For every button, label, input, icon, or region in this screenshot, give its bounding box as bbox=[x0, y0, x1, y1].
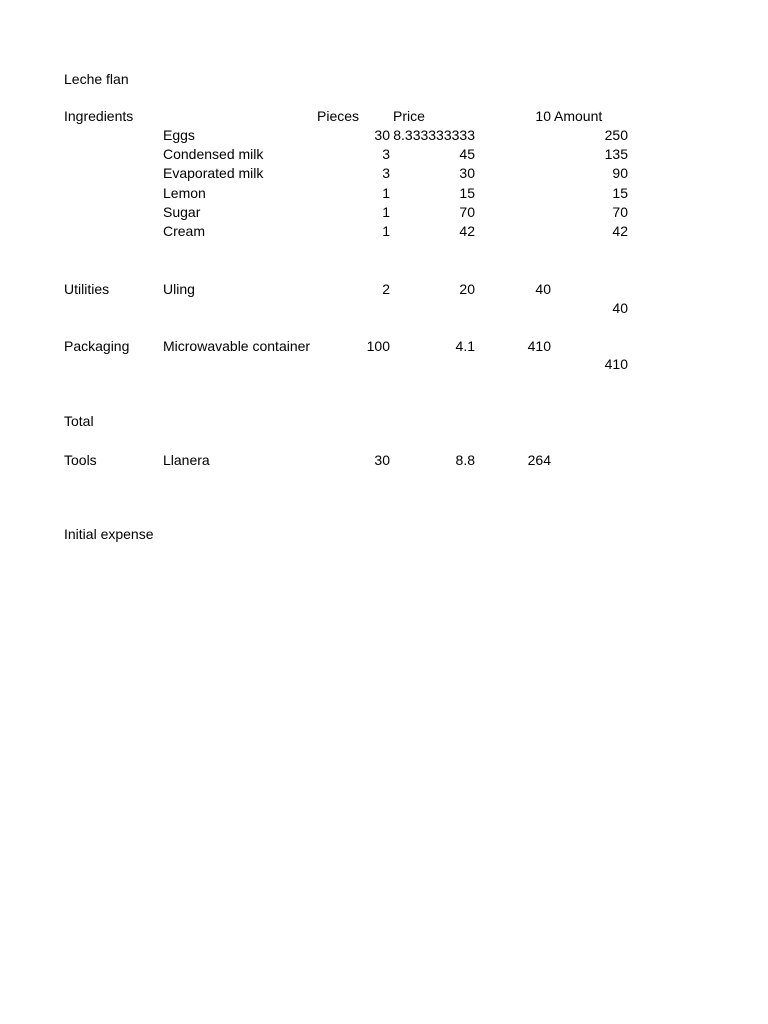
section-label-packaging: Packaging bbox=[64, 338, 130, 354]
item-name: Eggs bbox=[163, 127, 195, 143]
item-pieces: 3 bbox=[382, 146, 390, 162]
item-price: 15 bbox=[459, 185, 475, 201]
item-pieces: 30 bbox=[374, 452, 390, 468]
initial-expense-label: Initial expense bbox=[64, 526, 154, 542]
item-price: 42 bbox=[459, 223, 475, 239]
item-name: Lemon bbox=[163, 185, 206, 201]
item-pieces: 3 bbox=[382, 165, 390, 181]
item-price: 70 bbox=[459, 204, 475, 220]
item-name: Cream bbox=[163, 223, 206, 239]
header-amount: Amount bbox=[554, 108, 603, 124]
section-label-utilities: Utilities bbox=[64, 281, 110, 297]
item-name: Llanera bbox=[163, 452, 210, 468]
item-amount: 250 bbox=[604, 127, 628, 143]
item-cost: 264 bbox=[527, 452, 551, 468]
header-pieces: Pieces bbox=[317, 108, 360, 124]
item-amount: 135 bbox=[604, 146, 628, 162]
total-label: Total bbox=[64, 413, 94, 429]
item-pieces: 30 bbox=[374, 127, 390, 143]
item-amount: 90 bbox=[612, 165, 628, 181]
item-cost: 410 bbox=[527, 338, 551, 354]
item-name: Sugar bbox=[163, 204, 201, 220]
item-price: 20 bbox=[459, 281, 475, 297]
item-name: Evaporated milk bbox=[163, 165, 264, 181]
item-pieces: 1 bbox=[382, 204, 390, 220]
header-price: Price bbox=[393, 108, 425, 124]
item-amount: 40 bbox=[612, 300, 628, 316]
item-pieces: 100 bbox=[366, 338, 390, 354]
item-amount: 410 bbox=[604, 356, 628, 372]
item-amount: 15 bbox=[612, 185, 628, 201]
item-amount: 42 bbox=[612, 223, 628, 239]
item-price: 8.333333333 bbox=[393, 127, 475, 143]
item-price: 4.1 bbox=[455, 338, 475, 354]
item-pieces: 1 bbox=[382, 185, 390, 201]
item-name: Uling bbox=[163, 281, 195, 297]
sheet-title: Leche flan bbox=[64, 71, 129, 87]
item-name: Microwavable container bbox=[163, 338, 311, 354]
section-label-tools: Tools bbox=[64, 452, 97, 468]
item-pieces: 1 bbox=[382, 223, 390, 239]
item-pieces: 2 bbox=[382, 281, 390, 297]
item-price: 30 bbox=[459, 165, 475, 181]
header-multiplier: 10 bbox=[535, 108, 551, 124]
item-price: 45 bbox=[459, 146, 475, 162]
item-price: 8.8 bbox=[455, 452, 475, 468]
item-name: Condensed milk bbox=[163, 146, 264, 162]
item-amount: 70 bbox=[612, 204, 628, 220]
section-label-ingredients: Ingredients bbox=[64, 108, 134, 124]
item-cost: 40 bbox=[535, 281, 551, 297]
